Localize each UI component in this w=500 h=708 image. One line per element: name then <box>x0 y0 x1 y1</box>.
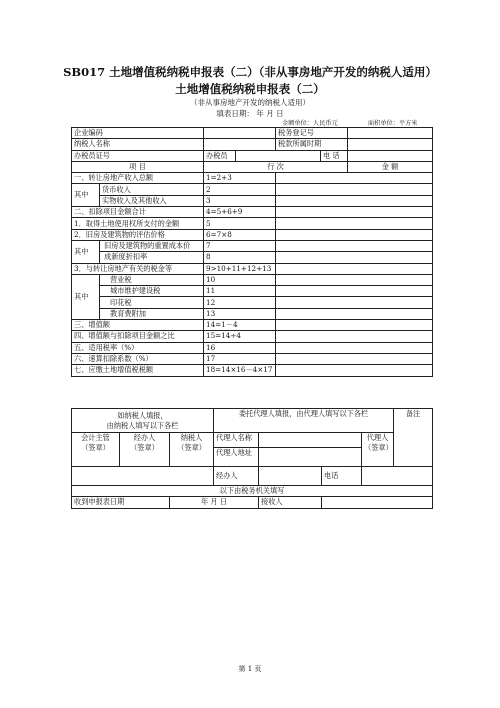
table-row <box>72 218 433 229</box>
row-line: 13 <box>204 308 276 319</box>
row-line: 18=14×16－4×17 <box>204 365 276 376</box>
table-row <box>72 207 433 218</box>
amount-field[interactable] <box>276 331 433 342</box>
tax-office-header-row <box>72 486 433 497</box>
amount-field[interactable] <box>276 229 433 240</box>
amount-field[interactable] <box>276 365 433 376</box>
table-row <box>72 184 433 195</box>
accountant-label: 会计主管 <box>81 433 110 442</box>
table-row <box>72 342 433 353</box>
table-row <box>72 263 433 274</box>
phone-field[interactable] <box>348 150 433 161</box>
table-row <box>72 274 433 285</box>
amount-field[interactable] <box>276 353 433 364</box>
amount-field[interactable] <box>276 286 433 297</box>
officer-id-label: 办税员证号 <box>72 150 204 161</box>
amount-field[interactable] <box>276 240 433 251</box>
signature-header-row <box>72 409 433 433</box>
row-label: 七、应缴土地增值税税额 <box>72 365 204 376</box>
amount-field[interactable] <box>276 252 433 263</box>
main-form-table <box>71 127 433 377</box>
row-label: 营业税 <box>100 274 204 285</box>
taxpayer-cell[interactable] <box>170 433 214 467</box>
agent-address-label: 代理人地址 <box>214 448 259 467</box>
self-filing-line1: 如纳税人填报， <box>117 410 168 420</box>
table-row <box>72 365 433 376</box>
table-row <box>72 195 433 206</box>
row-label: 三、增值额 <box>72 320 204 331</box>
table-row <box>72 331 433 342</box>
row-line: 11 <box>204 286 276 297</box>
row-line: 7 <box>204 240 276 251</box>
agent-phone-field[interactable] <box>362 467 433 486</box>
tax-period-field[interactable] <box>348 139 433 150</box>
tax-period-label: 税款所属时期 <box>276 139 348 150</box>
taxpayer-seal: （签章） <box>177 443 206 452</box>
taxpayer-label: 纳税人 <box>180 433 203 442</box>
taxpayer-name-label: 纳税人名称 <box>72 139 204 150</box>
accountant-seal: （签章） <box>81 443 110 452</box>
amount-field[interactable] <box>276 342 433 353</box>
row-group-label: 其中 <box>72 240 100 263</box>
table-row <box>72 286 433 297</box>
agent-filing-note: 委托代理人填报，由代理人填写以下各栏 <box>214 409 394 433</box>
tax-office-heading: 以下由税务机关填写 <box>72 486 433 497</box>
row-line: 16 <box>204 342 276 353</box>
form-subtitle: 土地增值税纳税申报表（二） <box>175 82 325 96</box>
handler-cell[interactable] <box>120 433 170 467</box>
row-label: 教育费附加 <box>100 308 204 319</box>
table-row <box>72 173 433 184</box>
agent-row <box>72 433 433 448</box>
applicability-note: （非从事房地产开发的纳税人适用） <box>190 98 310 107</box>
agent-handler-row <box>72 467 433 486</box>
row-label: 六、速算扣除系数（%） <box>72 353 204 364</box>
agent-handler-label: 经办人 <box>214 467 259 486</box>
tax-office-row <box>72 497 433 508</box>
officer-field[interactable] <box>236 150 321 161</box>
amount-field[interactable] <box>276 320 433 331</box>
receiver-field[interactable] <box>322 497 433 508</box>
agent-address-field[interactable] <box>259 448 362 467</box>
row-label: 3．与转让房地产有关的税金等 <box>72 263 204 274</box>
amount-field[interactable] <box>276 195 433 206</box>
signature-blank <box>72 467 214 486</box>
row-line: 2 <box>204 184 276 195</box>
table-row <box>72 252 433 263</box>
amount-field[interactable] <box>276 173 433 184</box>
row-label: 实物收入及其他收入 <box>100 195 204 206</box>
row-line: 5 <box>204 218 276 229</box>
company-code-field[interactable] <box>204 128 276 139</box>
officer-label: 办税员 <box>204 150 236 161</box>
info-row-1 <box>72 128 433 139</box>
area-unit: 面积单位：平方米 <box>368 120 418 127</box>
row-line: 15=14÷4 <box>204 331 276 342</box>
row-label: 五、适用税率（%） <box>72 342 204 353</box>
amount-field[interactable] <box>276 184 433 195</box>
self-filing-line2: 由纳税人填写以下各栏 <box>106 420 179 430</box>
info-row-2 <box>72 139 433 150</box>
row-label: 2．旧房及建筑物的评估价格 <box>72 229 204 240</box>
agent-seal: （签章） <box>364 443 393 452</box>
row-label: 印花税 <box>100 297 204 308</box>
agent-name-label: 代理人名称 <box>214 433 259 448</box>
table-row <box>72 320 433 331</box>
row-line: 12 <box>204 297 276 308</box>
row-label: 四、增值额与扣除项目金额之比 <box>72 331 204 342</box>
table-row <box>72 308 433 319</box>
amount-field[interactable] <box>276 274 433 285</box>
amount-field[interactable] <box>276 263 433 274</box>
table-row <box>72 229 433 240</box>
row-label: 货币收入 <box>100 184 204 195</box>
fill-date: 填表日期： 年 月 日 <box>216 109 284 118</box>
remarks-label: 备注 <box>394 409 433 467</box>
table-row <box>72 240 433 251</box>
received-date-field[interactable]: 年 月 日 <box>170 497 259 508</box>
row-line: 9>10+11+12+13 <box>204 263 276 274</box>
row-label: 一、转让房地产收入总额 <box>72 173 204 184</box>
row-line: 14=1－4 <box>204 320 276 331</box>
tax-reg-field[interactable] <box>348 128 433 139</box>
table-row <box>72 353 433 364</box>
phone-label: 电 话 <box>321 150 348 161</box>
table-row <box>72 297 433 308</box>
agent-name-field[interactable] <box>259 433 362 448</box>
handler-label: 经办人 <box>133 433 156 442</box>
agent-label: 代理人 <box>366 433 389 442</box>
amount-unit: 金额单位：人民币元 <box>282 120 338 127</box>
received-date-label: 收到申报表日期 <box>72 497 170 508</box>
item-column-header: 项 目 <box>72 161 204 172</box>
row-label: 旧房及建筑物的重置成本价 <box>100 240 204 251</box>
self-filing-note <box>72 409 214 433</box>
receiver-label: 接收人 <box>259 497 322 508</box>
row-label: 二、扣除项目金额合计 <box>72 207 204 218</box>
taxpayer-name-field[interactable] <box>204 139 276 150</box>
line-column-header: 行 次 <box>204 161 348 172</box>
row-line: 4=5+6+9 <box>204 207 276 218</box>
row-label: 城市维护建设税 <box>100 286 204 297</box>
company-code-label: 企业编码 <box>72 128 204 139</box>
amount-column-header: 金 额 <box>348 161 433 172</box>
amount-field[interactable] <box>276 308 433 319</box>
agent-phone-label: 电话 <box>322 467 362 486</box>
agent-handler-field[interactable] <box>259 467 322 486</box>
agent-cell[interactable] <box>362 433 394 467</box>
row-line: 3 <box>204 195 276 206</box>
row-line: 17 <box>204 353 276 364</box>
row-line: 10 <box>204 274 276 285</box>
handler-seal: （签章） <box>130 443 159 452</box>
row-line: 8 <box>204 252 276 263</box>
page-number: 第 1 页 <box>238 665 262 673</box>
row-label: 成新度折扣率 <box>100 252 204 263</box>
amount-field[interactable] <box>276 297 433 308</box>
row-label: 1．取得土地使用权所支付的金额 <box>72 218 204 229</box>
signature-table <box>71 408 433 509</box>
tax-reg-label: 税务登记号 <box>276 128 348 139</box>
info-row-3 <box>72 150 433 161</box>
row-line: 6=7×8 <box>204 229 276 240</box>
accountant-cell[interactable] <box>72 433 120 467</box>
form-title: SB017 土地增值税纳税申报表（二）（非从事房地产开发的纳税人适用） <box>63 65 437 79</box>
amount-field[interactable] <box>276 218 433 229</box>
row-line: 1=2+3 <box>204 173 276 184</box>
row-group-label: 其中 <box>72 274 100 319</box>
column-header-row <box>72 161 433 172</box>
row-group-label: 其中 <box>72 184 100 207</box>
amount-field[interactable] <box>276 207 433 218</box>
